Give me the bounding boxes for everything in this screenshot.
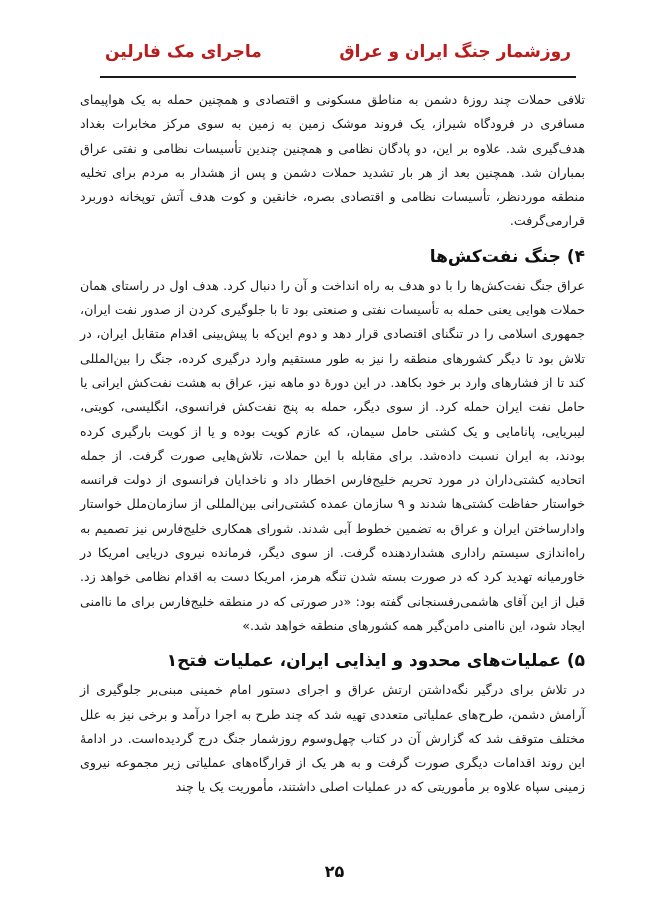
running-header xyxy=(105,30,571,74)
header-divider xyxy=(100,76,576,78)
page-body xyxy=(80,88,585,800)
section-4-heading: ۴) جنگ نفت‌کش‌ها xyxy=(429,246,585,267)
section-5-heading: ۵) عملیات‌های محدود و ایذایی ایران، عملیات فتح۱ xyxy=(166,651,585,672)
intro-paragraph: تلافی حملات چند روزهٔ دشمن به مناطق مسکونی و اقتصادی و همچنین حمله به یک هواپیمای مسافری در فرودگاه شیراز، یک فروند موشک زمین به زمین به سوی مرکز مخابرات بغداد هدف‌گیری شد. علاوه بر این، دو پادگان نظامی و همچنین چندین تأسیسات نظامی و نفتی عراق بمباران شد. همچنین بعد از هر بار تشدید حملات دشمن و پس از هشدار به مردم برای تخلیه منطقه موردنظر، تأسیسات نظامی و اقتصادی بصره، خانقین و کوت هدف آتش توپخانه دوربرد قرارمی‌گرفت. xyxy=(80,92,585,229)
section-5-paragraph: در تلاش برای درگیر نگه‌داشتن ارتش عراق و اجرای دستور امام خمینی مبنی‌بر جلوگیری از آرامش دشمن، طرح‌های عملیاتی متعددی تهیه شد که چند طرح به اجرا درآمد و برخی نیز به علل مختلف متوقف شد که گزارش آن در کتاب چهل‌وسوم روزشمار جنگ درج گردیده‌است. در ادامهٔ این روند اقدامات دیگری صورت گرفت و به هر یک از قرارگاه‌های عملیاتی زیر مجموعه نیروی زمینی سپاه علاوه بر مأموریتی که در عملیات اصلی داشتند، مأموریت یک یا چند xyxy=(80,682,585,795)
section-4-paragraph: عراق جنگ نفت‌کش‌ها را با دو هدف به راه انداخت و آن را دنبال کرد. هدف اول در راستای همان حملات هوایی یعنی حمله به تأسیسات نفتی و صنعتی بود تا با جلوگیری کردن از صدور نفت ایران، جمهوری اسلامی را در تنگنای اقتصادی قرار دهد و دوم این‌که با پیش‌بینی اقدام متقابل ایران، در تلاش بود تا دیگر کشورهای منطقه را نیز به طور مستقیم وارد درگیری کرده، جنگ را بین‌المللی کند تا از فشارهای وارد بر خود بکاهد. در این دورهٔ دو ماهه نیز، عراق به هشت نفت‌کش ایرانی یا حامل نفت ایران حمله کرد. از سوی دیگر، حمله به پنج نفت‌کش فرانسوی، انگلیسی، کویتی، لیبریایی، پانامایی و یک کشتی حامل سیمان، که عازم کویت بوده و یا از کویت بارگیری کرده بودند، به ایران نسبت دادەشد. برای مقابله با این حملات، تلاش‌هایی صورت گرفت. از جمله اتحادیه کشتی‌داران در مورد تحریم خلیج‌فارس اخطار داد و ناخدایان فرانسوی از دولت فرانسه خواستار حفاظت کشتی‌ها شدند و ۹ سازمان عمده کشتی‌رانی بین‌المللی از سازمان‌ملل خواستار وادارساختن ایران و عراق به تضمین خطوط آبی شدند. شورای همکاری خلیج‌فارس نیز تصمیم به راه‌اندازی سیستم راداری هشداردهنده گرفت. از سوی دیگر، فرمانده نیروی دریایی امریکا در خاورمیانه تهدید کرد که در صورت بسته شدن تنگه هرمز، امریکا دست به اقدام نظامی خواهد زد. قبل از این آقای هاشمی‌رفسنجانی گفته بود: «در صورتی که در منطقه خلیج‌فارس برای ما ناامنی ایجاد شود، این ناامنی دامن‌گیر همه کشورهای منطقه خواهد شد.» xyxy=(80,277,585,633)
page-number: ۲۵ xyxy=(324,862,345,881)
chapter-title: ماجرای مک فارلین xyxy=(105,42,262,62)
book-title: روزشمار جنگ ایران و عراق xyxy=(339,42,571,62)
